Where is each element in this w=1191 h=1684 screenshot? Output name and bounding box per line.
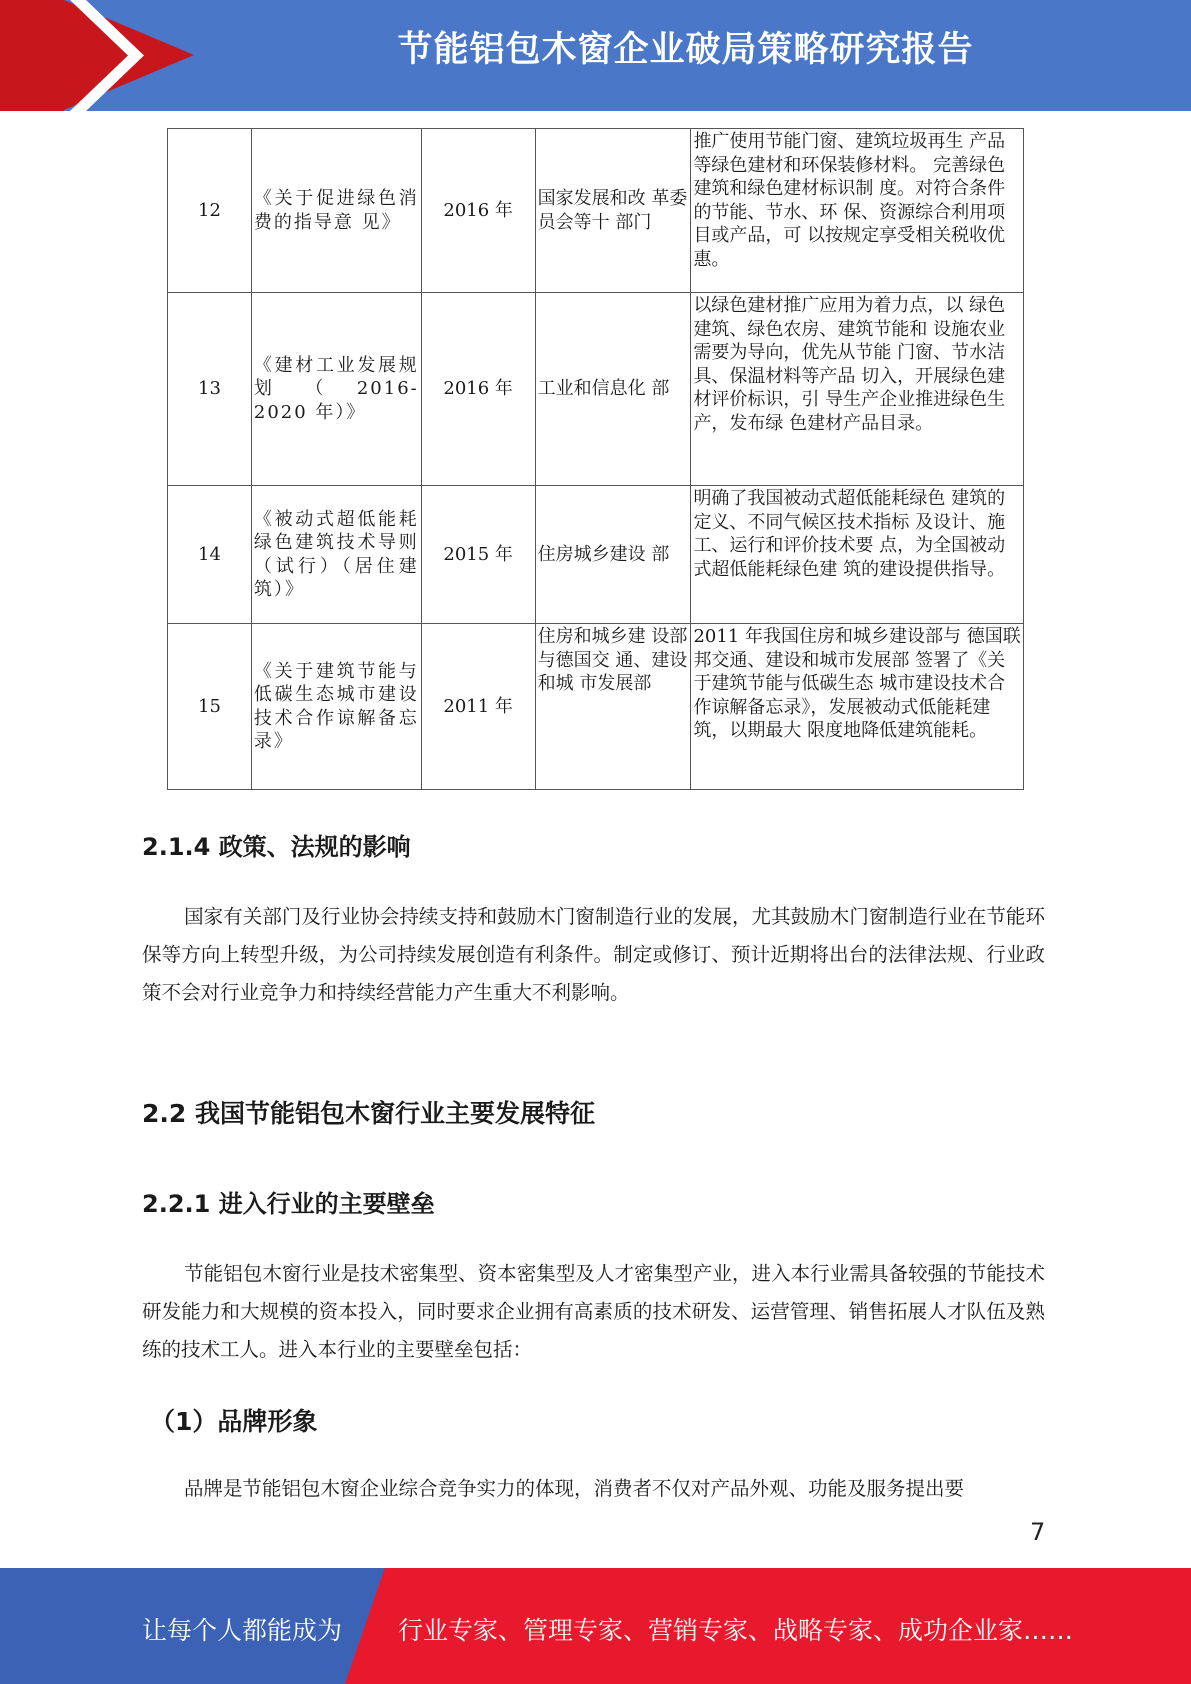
section-paragraph — [142, 898, 1045, 1012]
section-paragraph — [142, 1255, 1045, 1369]
header-banner — [0, 0, 1191, 111]
section-heading-2-2-1: 2.2.1 进入行业的主要壁垒 — [142, 1190, 435, 1218]
page-title: 节能铝包木窗企业破局策略研究报告 — [397, 30, 974, 70]
section-heading-2-2: 2.2 我国节能铝包木窗行业主要发展特征 — [142, 1099, 595, 1128]
cell-dept: 住房城乡建设 部 — [535, 486, 691, 624]
header-red-block — [0, 0, 64, 111]
cell-no: 12 — [168, 129, 252, 293]
section-heading-2-1-4: 2.1.4 政策、法规的影响 — [142, 833, 411, 861]
paragraph-text: 品牌是节能铝包木窗企业综合竞争实力的体现，消费者不仅对产品外观、功能及服务提出要 — [184, 1477, 965, 1500]
cell-desc: 2011 年我国住房和城乡建设部与 德国联邦交通、建设和城市发展部 签署了《关于建筑节能与低碳生态 城市建设技术合作谅解备忘录》，发展被动式低能耗建筑，以期最大 限度地降低建筑能耗。 — [691, 624, 1024, 790]
footer-banner — [0, 1568, 1191, 1684]
cell-dept: 住房和城乡建 设部与德国交 通、建设和城 市发展部 — [535, 624, 691, 790]
cell-desc: 明确了我国被动式超低能耗绿色 建筑的定义、不同气候区技术指标 及设计、施工、运行和评价技术要 点，为全国被动式超低能耗绿色建 筑的建设提供指导。 — [691, 486, 1024, 624]
cell-desc: 推广使用节能门窗、建筑垃圾再生 产品等绿色建材和环保装修材料。 完善绿色建筑和绿色建材标识制 度。对符合条件的节能、节水、环 保、资源综合利用项目或产品，可 以按规定享受相关税收优惠。 — [691, 129, 1024, 293]
cell-year: 2011 年 — [421, 624, 535, 790]
cell-year: 2015 年 — [421, 486, 535, 624]
policy-table — [167, 128, 1024, 790]
footer-slogan-right: 行业专家、管理专家、营销专家、战略专家、成功企业家…… — [398, 1616, 1074, 1645]
subsection-heading-brand: （1）品牌形象 — [150, 1407, 318, 1436]
footer-slogan-left: 让每个人都能成为 — [142, 1616, 343, 1645]
cell-no: 13 — [168, 293, 252, 486]
paragraph-text: 国家有关部门及行业协会持续支持和鼓励木门窗制造行业的发展，尤其鼓励木门窗制造行业在节能环保等方向上转型升级，为公司持续发展创造有利条件。制定或修订、预计近期将出台的法律法规、行业政策不会对行业竞争力和持续经营能力产生重大不利影响。 — [142, 905, 1045, 1004]
page-number: 7 — [1030, 1518, 1046, 1546]
paragraph-text: 节能铝包木窗行业是技术密集型、资本密集型及人才密集型产业，进入本行业需具备较强的节能技术研发能力和大规模的资本投入，同时要求企业拥有高素质的技术研发、运营管理、销售拓展人才队伍及熟练的技术工人。进入本行业的主要壁垒包括： — [142, 1262, 1045, 1361]
header-chevron-icon — [70, 0, 160, 111]
cell-name: 《被动式超低能耗绿色建筑技术导则（试行）（居住建筑）》 — [251, 486, 421, 624]
cell-desc: 以绿色建材推广应用为着力点，以 绿色建筑、绿色农房、建筑节能和 设施农业需要为导向，优先从节能 门窗、节水洁具、保温材料等产品 切入，开展绿色建材评价标识，引 导生产企业推进绿色生产，发布绿 色建材产品目录。 — [691, 293, 1024, 486]
cell-year: 2016 年 — [421, 129, 535, 293]
table-row — [168, 624, 1024, 790]
cell-name: 《建材工业发展规 划 （ 2016-2020 年）》 — [251, 293, 421, 486]
cell-dept: 国家发展和改 革委员会等十 部门 — [535, 129, 691, 293]
table-row — [168, 486, 1024, 624]
cell-no: 15 — [168, 624, 252, 790]
cell-name: 《关于促进绿色消费的指导意 见》 — [251, 129, 421, 293]
section-paragraph — [142, 1470, 1045, 1508]
table-row — [168, 293, 1024, 486]
cell-name: 《关于建筑节能与低碳生态城市建设技术合作谅解备忘录》 — [251, 624, 421, 790]
cell-year: 2016 年 — [421, 293, 535, 486]
cell-dept: 工业和信息化 部 — [535, 293, 691, 486]
cell-no: 14 — [168, 486, 252, 624]
table-row — [168, 129, 1024, 293]
